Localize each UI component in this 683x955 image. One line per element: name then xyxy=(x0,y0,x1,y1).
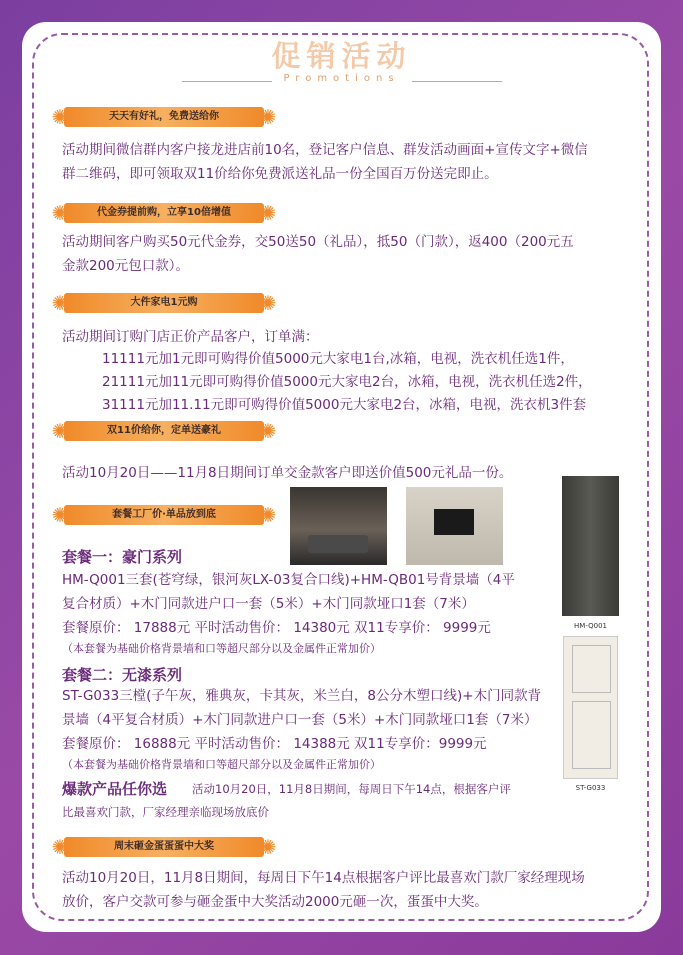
sparkle-icon: ✺ xyxy=(51,105,69,129)
sparkle-icon: ✺ xyxy=(259,419,277,443)
sparkle-icon: ✺ xyxy=(51,201,69,225)
package1-desc-line1: HM-Q001三套(苍穹绿，银河灰LX-03复合口线)+HM-QB01号背景墙（4平 xyxy=(62,572,515,588)
tv-shape xyxy=(434,509,474,535)
banner-daily-gift xyxy=(51,104,277,130)
sparkle-icon: ✺ xyxy=(259,291,277,315)
banner-label: 代金券提前购，立享10倍增值 xyxy=(97,207,231,218)
banner-double11 xyxy=(51,418,277,444)
section1-text xyxy=(62,138,632,186)
package1-price: 套餐原价： 17888元 平时活动售价： 14380元 双11专享价： 9999元 xyxy=(62,620,491,636)
section2-line1: 活动期间客户购买50元代金券，交50送50（礼品），抵50（门款），返400（200元五 xyxy=(62,234,574,250)
banner-appliance xyxy=(51,290,277,316)
page-title: 促销活动 xyxy=(271,39,412,73)
section4-text: 活动10月20日——11月8日期间订单交金款客户即送价值500元礼品一份。 xyxy=(62,465,513,481)
banner-label: 套餐工厂价·单品放到底 xyxy=(112,509,216,520)
sofa-shape xyxy=(308,535,368,553)
package2-desc-line2: 景墙（4平复合材质）+木门同款进户口一套（5米）+木门同款垭口1套（7米） xyxy=(62,712,538,728)
sparkle-icon: ✺ xyxy=(259,835,277,859)
tv-wall-photo xyxy=(406,487,503,565)
package1-note: （本套餐为基础价格背景墙和口等超尺部分以及金属件正常加价） xyxy=(62,642,381,655)
section1-line1: 活动期间微信群内客户接龙进店前10名，登记客户信息、群发活动画面+宣传文字+微信 xyxy=(62,142,588,158)
banner-label: 双11价给你，定单送豪礼 xyxy=(107,425,221,436)
package1-heading: 套餐一：豪门系列 xyxy=(62,548,183,566)
page-subtitle: Promotions xyxy=(283,73,400,84)
door-hm-q001 xyxy=(562,476,619,616)
banner-label: 周末砸金蛋蛋蛋中大奖 xyxy=(114,841,214,852)
door-st-g033 xyxy=(563,636,618,779)
living-room-photo xyxy=(290,487,387,565)
package1-desc xyxy=(62,568,552,640)
banner-label: 天天有好礼，免费送给你 xyxy=(109,111,219,122)
section2-line2: 金款200元包口款）。 xyxy=(62,258,190,274)
section2-text xyxy=(62,230,632,278)
sparkle-icon: ✺ xyxy=(51,503,69,527)
sparkle-icon: ✺ xyxy=(259,201,277,225)
sparkle-icon: ✺ xyxy=(259,105,277,129)
package2-note: （本套餐为基础价格背景墙和口等超尺部分以及金属件正常加价） xyxy=(62,758,381,771)
sparkle-icon: ✺ xyxy=(51,291,69,315)
section6-line2: 放价，客户交款可参与砸金蛋中大奖活动2000元砸一次，蛋蛋中大奖。 xyxy=(62,894,488,910)
package2-price: 套餐原价： 16888元 平时活动售价： 14388元 双11专享价：9999元 xyxy=(62,736,487,752)
offer-line-2: 21111元加11元即可购得价值5000元大家电2台，冰箱，电视，洗衣机任选2件， xyxy=(102,374,592,390)
section6-text xyxy=(62,866,632,914)
hot-products-line1: 活动10月20日，11月8日期间，每周日下午14点，根据客户评 xyxy=(192,782,511,796)
section6-line1: 活动10月20日，11月8日期间，每周日下午14点根据客户评比最喜欢门款厂家经理现场 xyxy=(62,870,585,886)
package1-desc-line2: 复合材质）+木门同款进户口一套（5米）+木门同款垭口1套（7米） xyxy=(62,596,475,612)
hot-products-line2: 比最喜欢门款，厂家经理亲临现场放底价 xyxy=(62,805,269,819)
package2-desc-line1: ST-G033三樘(子午灰，雅典灰，卡其灰，米兰白，8公分木塑口线)+木门同款背 xyxy=(62,688,542,704)
banner-voucher xyxy=(51,200,277,226)
package2-heading: 套餐二：无漆系列 xyxy=(62,666,183,684)
section3-intro: 活动期间订购门店正价产品客户，订单满： xyxy=(62,329,319,345)
caption-st-g033: ST-G033 xyxy=(575,784,606,792)
sparkle-icon: ✺ xyxy=(51,419,69,443)
sparkle-icon: ✺ xyxy=(259,503,277,527)
section1-line2: 群二维码，即可领取双11价给你免费派送礼品一份全国百万份送完即止。 xyxy=(62,166,498,182)
banner-package xyxy=(51,502,277,528)
offer-line-1: 11111元加1元即可购得价值5000元大家电1台,冰箱，电视，洗衣机任选1件， xyxy=(102,351,574,367)
offer-line-3: 31111元加11.11元即可购得价值5000元大家电2台，冰箱，电视，洗衣机3件套 xyxy=(102,397,587,413)
package2-desc xyxy=(62,684,552,756)
banner-golden-egg xyxy=(51,834,277,860)
sparkle-icon: ✺ xyxy=(51,835,69,859)
hot-products-heading: 爆款产品任你选 xyxy=(62,780,168,798)
banner-label: 大件家电1元购 xyxy=(130,297,198,308)
caption-hm-q001: HM-Q001 xyxy=(574,622,607,630)
